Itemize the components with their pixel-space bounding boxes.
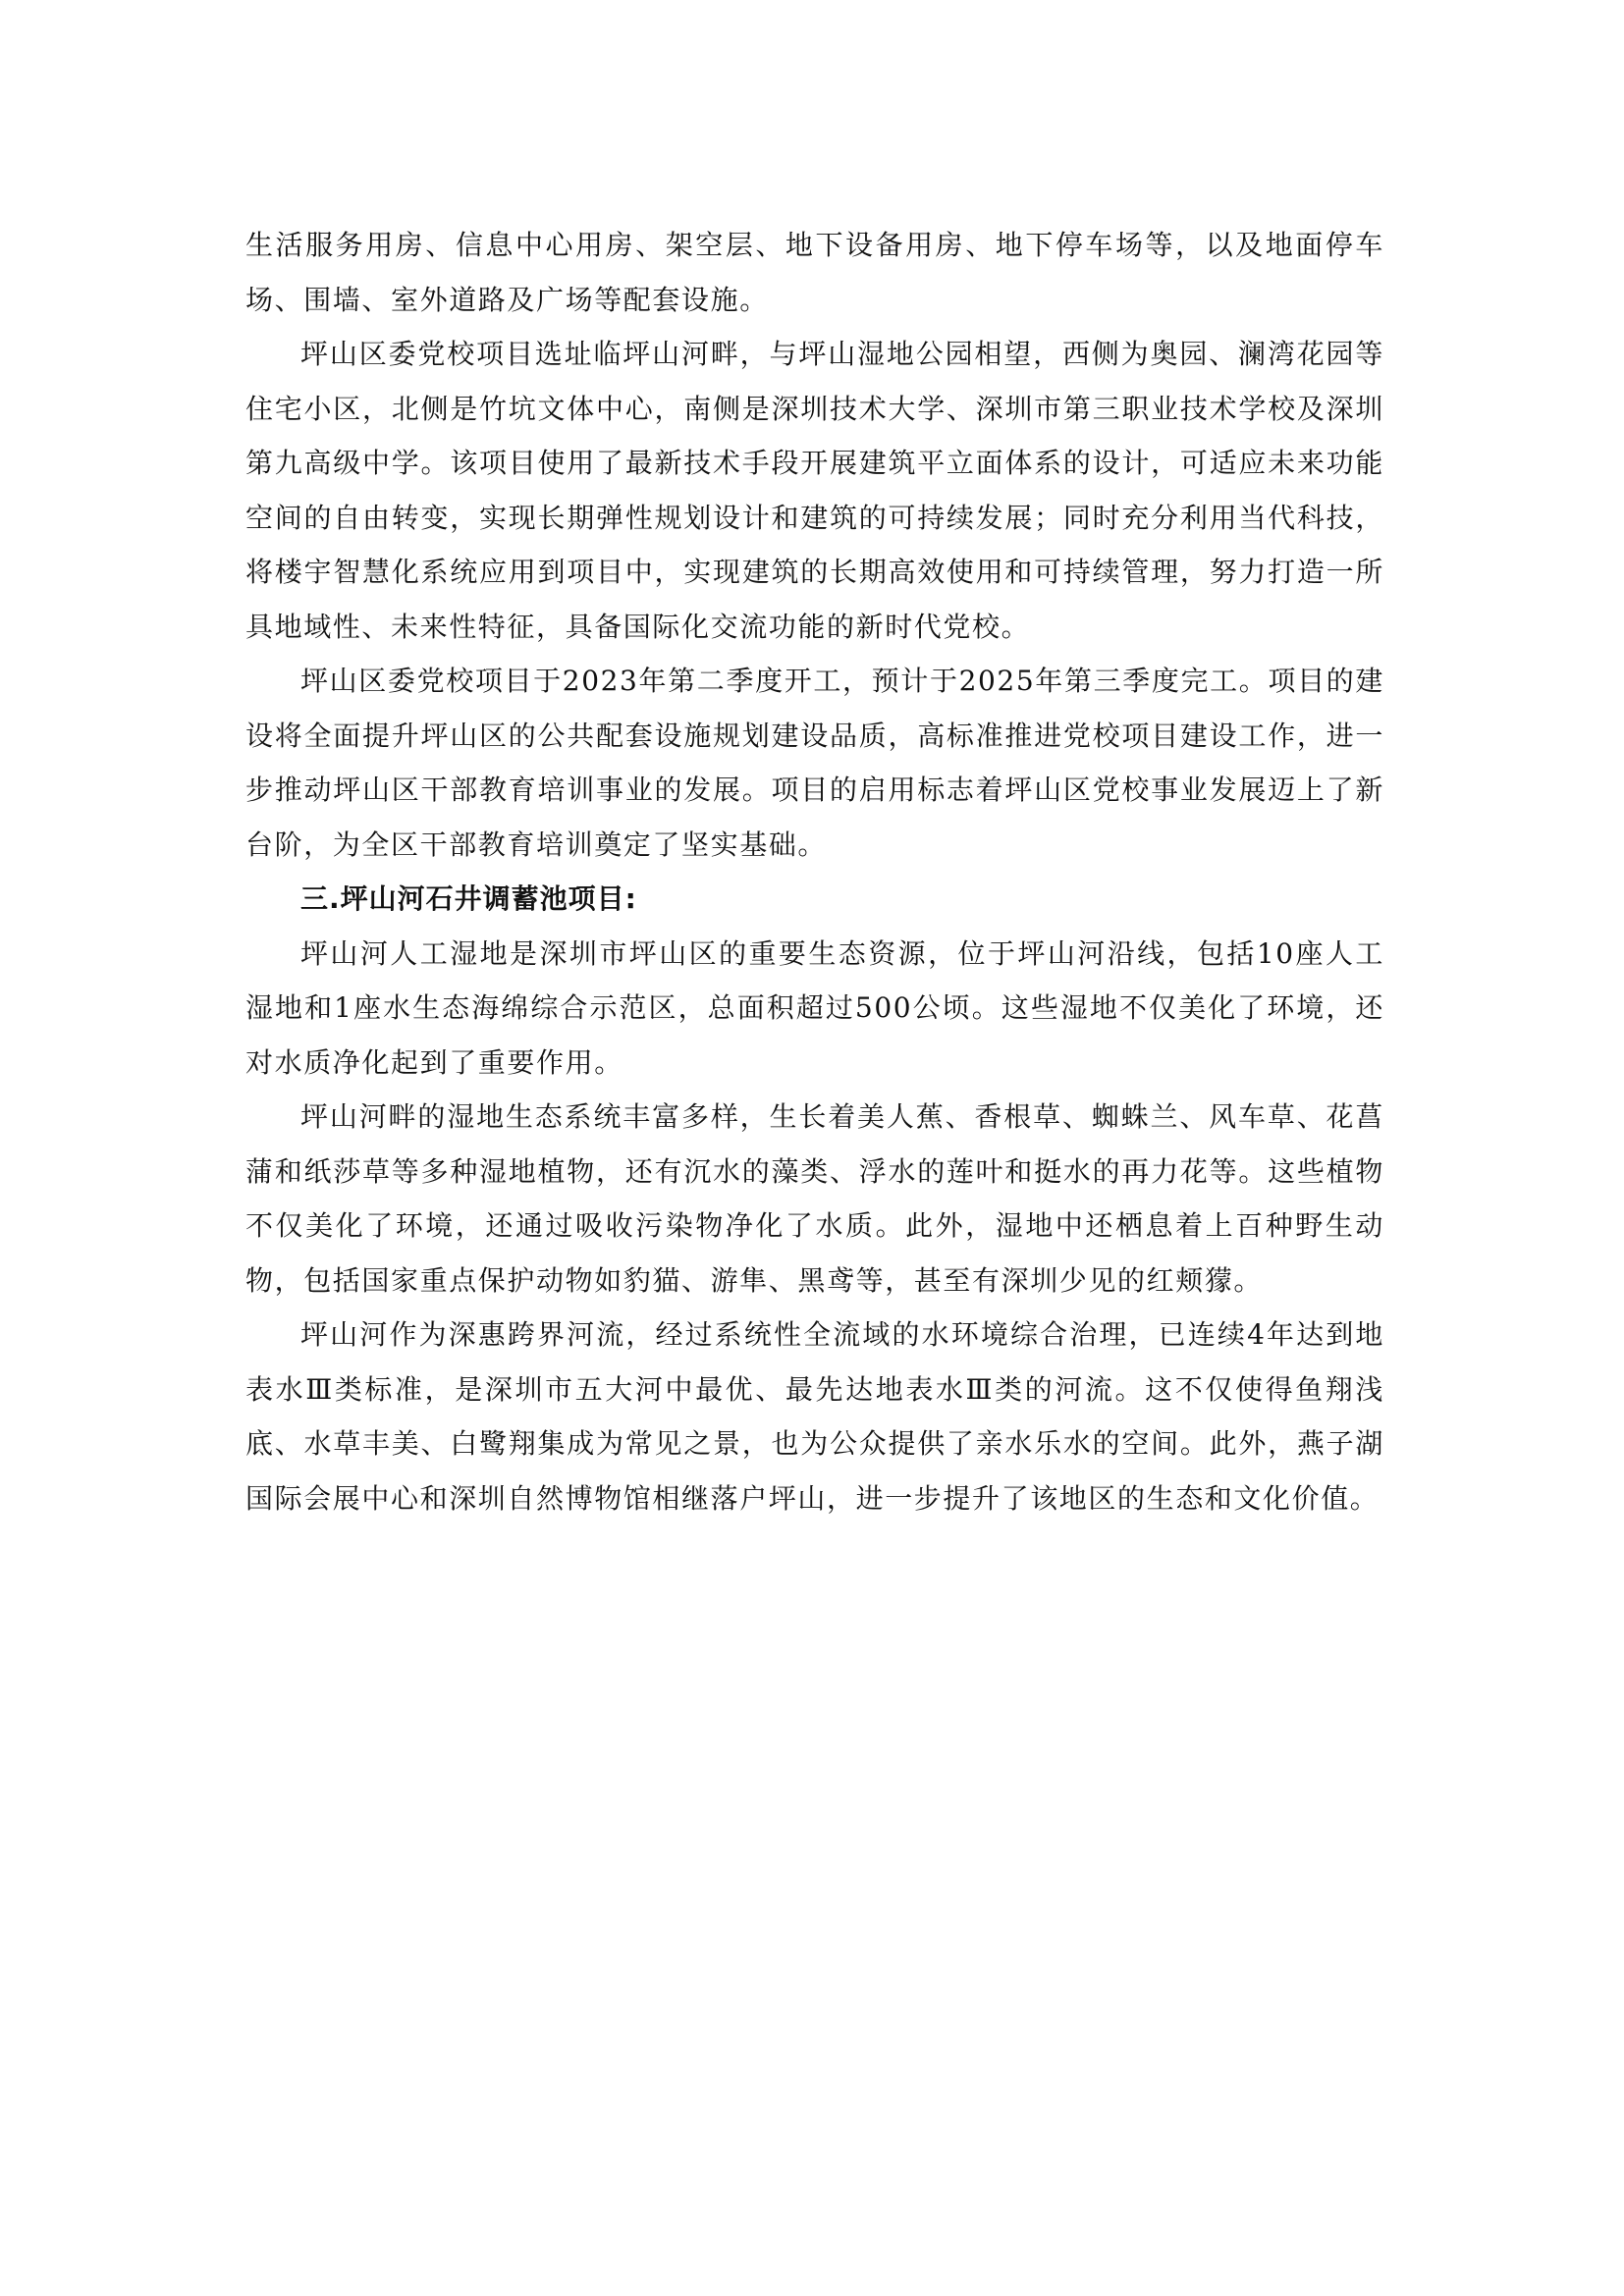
paragraph-party-school-location: 坪山区委党校项目选址临坪山河畔，与坪山湿地公园相望，西侧为奥园、澜湾花园等住宅小区，北侧是竹坑文体中心，南侧是深圳技术大学、深圳市第三职业技术学校及深圳第九高级中学。该项目使用了最新技术手段开展建筑平立面体系的设计，可适应未来功能空间的自由转变，实现长期弹性规划设计和建筑的可持续发展；同时充分利用当代科技，将楼宇智慧化系统应用到项目中，实现建筑的长期高效使用和可持续管理，努力打造一所具地域性、未来性特征，具备国际化交流功能的新时代党校。 — [245, 338, 1384, 643]
paragraph-party-school-schedule: 坪山区委党校项目于2023年第二季度开工，预计于2025年第三季度完工。项目的建设将全面提升坪山区的公共配套设施规划建设品质，高标准推进党校项目建设工作，进一步推动坪山区干部教育培训事业的发展。项目的启用标志着坪山区党校事业发展迈上了新台阶，为全区干部教育培训奠定了坚实基础。 — [245, 665, 1384, 861]
paragraph-facilities: 生活服务用房、信息中心用房、架空层、地下设备用房、地下停车场等，以及地面停车场、围墙、室外道路及广场等配套设施。 — [245, 229, 1384, 316]
paragraph-river-water-quality: 坪山河作为深惠跨界河流，经过系统性全流域的水环境综合治理，已连续4年达到地表水Ⅲ类标准，是深圳市五大河中最优、最先达地表水Ⅲ类的河流。这不仅使得鱼翔浅底、水草丰美、白鹭翔集成为常见之景，也为公众提供了亲水乐水的空间。此外，燕子湖国际会展中心和深圳自然博物馆相继落户坪山，进一步提升了该地区的生态和文化价值。 — [245, 1318, 1384, 1515]
paragraph-wetland-overview: 坪山河人工湿地是深圳市坪山区的重要生态资源，位于坪山河沿线，包括10座人工湿地和1座水生态海绵综合示范区，总面积超过500公顷。这些湿地不仅美化了环境，还对水质净化起到了重要作用。 — [245, 936, 1384, 1079]
document-body — [245, 218, 1384, 1525]
paragraph-wetland-ecosystem: 坪山河畔的湿地生态系统丰富多样，生长着美人蕉、香根草、蜘蛛兰、风车草、花菖蒲和纸莎草等多种湿地植物，还有沉水的藻类、浮水的莲叶和挺水的再力花等。这些植物不仅美化了环境，还通过吸收污染物净化了水质。此外，湿地中还栖息着上百种野生动物，包括国家重点保护动物如豹猫、游隼、黑鸢等，甚至有深圳少见的红颊獴。 — [245, 1100, 1384, 1297]
section-heading: 三.坪山河石井调蓄池项目: — [300, 882, 637, 915]
